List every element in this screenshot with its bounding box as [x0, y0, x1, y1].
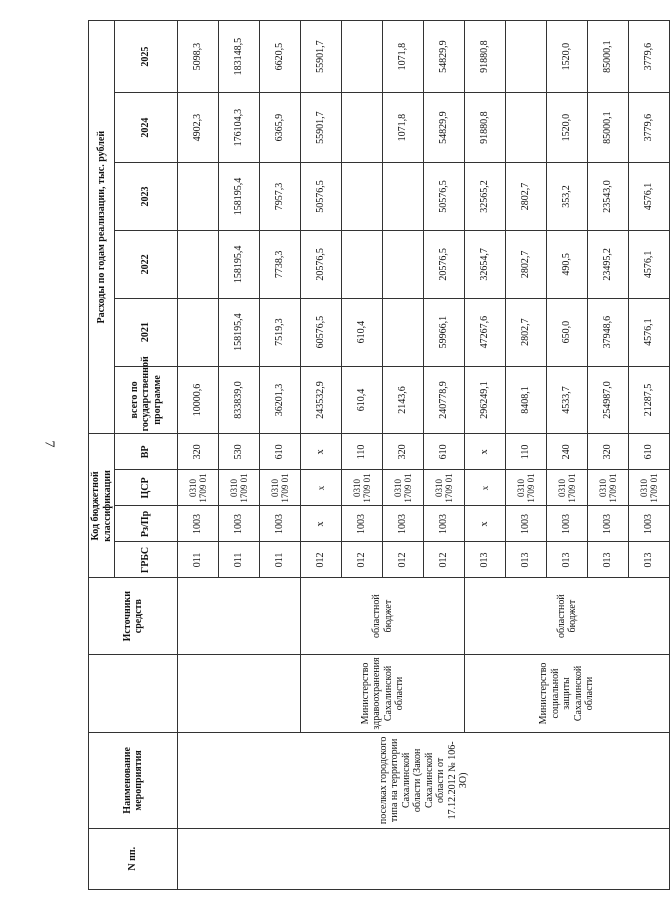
header-2023: 2023 [115, 163, 178, 231]
cell-2024: 1520,0 [547, 93, 588, 163]
cell-grbs: 012 [383, 542, 424, 578]
rotated-table-wrapper [88, 20, 670, 890]
cell-grbs: 012 [301, 542, 342, 578]
cell-2025: 3779,6 [629, 21, 670, 93]
cell-2021 [383, 298, 424, 366]
cell-2021: 650,0 [547, 298, 588, 366]
cell-2023: 2802,7 [506, 163, 547, 231]
cell-csr: 0310 1709 01 [629, 470, 670, 506]
cell-2025: 91880,8 [465, 21, 506, 93]
cell-2024: 6365,9 [260, 93, 301, 163]
cell-2021: 47267,6 [465, 298, 506, 366]
header-n: N пп. [89, 828, 178, 889]
cell-total: 240778,9 [424, 366, 465, 434]
cell-group-source [178, 578, 301, 654]
cell-grbs: 011 [260, 542, 301, 578]
cell-2023: 50576,5 [301, 163, 342, 231]
cell-2023: 50576,5 [424, 163, 465, 231]
header-vr: ВР [115, 434, 178, 470]
cell-2025: 55901,7 [301, 21, 342, 93]
header-2024: 2024 [115, 93, 178, 163]
cell-2023: 32565,2 [465, 163, 506, 231]
cell-2025 [342, 21, 383, 93]
cell-vr: 610 [424, 434, 465, 470]
cell-2023: 158195,4 [219, 163, 260, 231]
cell-2022 [383, 230, 424, 298]
cell-total: 21287,5 [629, 366, 670, 434]
cell-rzpr: 1003 [219, 506, 260, 542]
cell-grbs: 012 [342, 542, 383, 578]
cell-2023: 4576,1 [629, 163, 670, 231]
cell-rzpr: 1003 [260, 506, 301, 542]
cell-2021: 2802,7 [506, 298, 547, 366]
cell-csr: х [465, 470, 506, 506]
cell-2025: 183148,5 [219, 21, 260, 93]
cell-2021: 7519,3 [260, 298, 301, 366]
cell-vr: 610 [260, 434, 301, 470]
cell-group-source: областной бюджет [465, 578, 670, 654]
cell-csr: 0310 1709 01 [342, 470, 383, 506]
cell-2024: 176104,3 [219, 93, 260, 163]
cell-group-source: областной бюджет [301, 578, 465, 654]
header-row-1 [89, 21, 115, 890]
cell-csr: 0310 1709 01 [178, 470, 219, 506]
cell-vr: 110 [342, 434, 383, 470]
cell-2022: 158195,4 [219, 230, 260, 298]
cell-2022: 20576,5 [424, 230, 465, 298]
cell-group-name: Министерство здравоохранения Сахалинской области [301, 654, 465, 732]
cell-2021: 158195,4 [219, 298, 260, 366]
cell-grbs: 013 [629, 542, 670, 578]
cell-2024: 54829,9 [424, 93, 465, 163]
cell-vr: 240 [547, 434, 588, 470]
cell-total: 243532,9 [301, 366, 342, 434]
cell-rzpr: 1003 [178, 506, 219, 542]
cell-2022 [342, 230, 383, 298]
cell-group-name: Министерство социальной защиты Сахалинской области [465, 654, 670, 732]
cell-total: 8408,1 [506, 366, 547, 434]
cell-2023 [342, 163, 383, 231]
cell-2024: 91880,8 [465, 93, 506, 163]
cell-total: 296249,1 [465, 366, 506, 434]
cell-rzpr: 1003 [383, 506, 424, 542]
cell-vr: 610 [629, 434, 670, 470]
cell-2023: 7957,3 [260, 163, 301, 231]
cell-grbs: 011 [178, 542, 219, 578]
cell-2023 [383, 163, 424, 231]
cell-total: 254987,0 [588, 366, 629, 434]
cell-rzpr: 1003 [547, 506, 588, 542]
cell-2023 [178, 163, 219, 231]
cell-2025: 1520,0 [547, 21, 588, 93]
header-2022: 2022 [115, 230, 178, 298]
cell-grbs: 013 [465, 542, 506, 578]
header-source: Источники средств [89, 578, 178, 654]
cell-csr: 0310 1709 01 [547, 470, 588, 506]
cell-rzpr: 1003 [424, 506, 465, 542]
cell-2022: 4576,1 [629, 230, 670, 298]
cell-2021: 59966,1 [424, 298, 465, 366]
header-rzpr: Рз/Пр [115, 506, 178, 542]
cell-grbs: 011 [219, 542, 260, 578]
cell-csr: х [301, 470, 342, 506]
cell-vr: 320 [178, 434, 219, 470]
cell-vr: 320 [588, 434, 629, 470]
cell-total: 4533,7 [547, 366, 588, 434]
cell-2022: 32654,7 [465, 230, 506, 298]
header-name: Наименование мероприятия [89, 733, 178, 828]
cell-2024 [342, 93, 383, 163]
header-code-group: Код бюджетной классификации [89, 434, 115, 578]
cell-total: 36201,3 [260, 366, 301, 434]
cell-2023: 353,2 [547, 163, 588, 231]
header-total: всего по государственной программе [115, 366, 178, 434]
header-grbs: ГРБС [115, 542, 178, 578]
cell-2025: 85000,1 [588, 21, 629, 93]
cell-vr: 530 [219, 434, 260, 470]
cell-2024: 55901,7 [301, 93, 342, 163]
cell-vr: х [301, 434, 342, 470]
cell-total: 10000,6 [178, 366, 219, 434]
cell-grbs: 013 [547, 542, 588, 578]
cell-2022 [178, 230, 219, 298]
budget-table [88, 20, 670, 890]
cell-2021 [178, 298, 219, 366]
cell-2024: 3779,6 [629, 93, 670, 163]
cell-2021: 60576,5 [301, 298, 342, 366]
cell-rzpr: 1003 [342, 506, 383, 542]
cell-csr: 0310 1709 01 [424, 470, 465, 506]
cell-vr: 110 [506, 434, 547, 470]
cell-name: поселках городского типа на территории Сахалинской области (Закон Сахалинской области от 17.12.2012 № 106-ЗО) [178, 733, 670, 828]
table-row [178, 21, 219, 890]
cell-2024: 1071,8 [383, 93, 424, 163]
cell-n [178, 828, 670, 889]
cell-2022: 490,5 [547, 230, 588, 298]
header-blank [89, 654, 178, 732]
cell-2024: 85000,1 [588, 93, 629, 163]
header-2025: 2025 [115, 21, 178, 93]
cell-grbs: 012 [424, 542, 465, 578]
cell-total: 610,4 [342, 366, 383, 434]
header-expenses-group: Расходы по годам реализации, тыс. рублей [89, 21, 115, 434]
cell-rzpr: х [301, 506, 342, 542]
cell-total: 833839,0 [219, 366, 260, 434]
header-2021: 2021 [115, 298, 178, 366]
cell-2023: 23543,0 [588, 163, 629, 231]
cell-2021: 610,4 [342, 298, 383, 366]
cell-2022: 2802,7 [506, 230, 547, 298]
cell-vr: 320 [383, 434, 424, 470]
cell-grbs: 013 [506, 542, 547, 578]
cell-csr: 0310 1709 01 [588, 470, 629, 506]
cell-rzpr: 1003 [588, 506, 629, 542]
cell-2025: 6620,5 [260, 21, 301, 93]
cell-2022: 20576,5 [301, 230, 342, 298]
cell-csr: 0310 1709 01 [383, 470, 424, 506]
cell-2025 [506, 21, 547, 93]
page-number: 7 [41, 440, 57, 448]
cell-2025: 54829,9 [424, 21, 465, 93]
cell-grbs: 013 [588, 542, 629, 578]
cell-csr: 0310 1709 01 [260, 470, 301, 506]
cell-2025: 1071,8 [383, 21, 424, 93]
cell-2021: 4576,1 [629, 298, 670, 366]
cell-2022: 7738,3 [260, 230, 301, 298]
cell-vr: х [465, 434, 506, 470]
cell-rzpr: х [465, 506, 506, 542]
cell-2024 [506, 93, 547, 163]
cell-csr: 0310 1709 01 [506, 470, 547, 506]
cell-rzpr: 1003 [506, 506, 547, 542]
cell-2025: 5098,3 [178, 21, 219, 93]
cell-csr: 0310 1709 01 [219, 470, 260, 506]
cell-group-name [178, 654, 301, 732]
cell-2024: 4902,3 [178, 93, 219, 163]
cell-rzpr: 1003 [629, 506, 670, 542]
cell-total: 2143,6 [383, 366, 424, 434]
cell-2021: 37948,6 [588, 298, 629, 366]
cell-2022: 23495,2 [588, 230, 629, 298]
header-csr: ЦСР [115, 470, 178, 506]
